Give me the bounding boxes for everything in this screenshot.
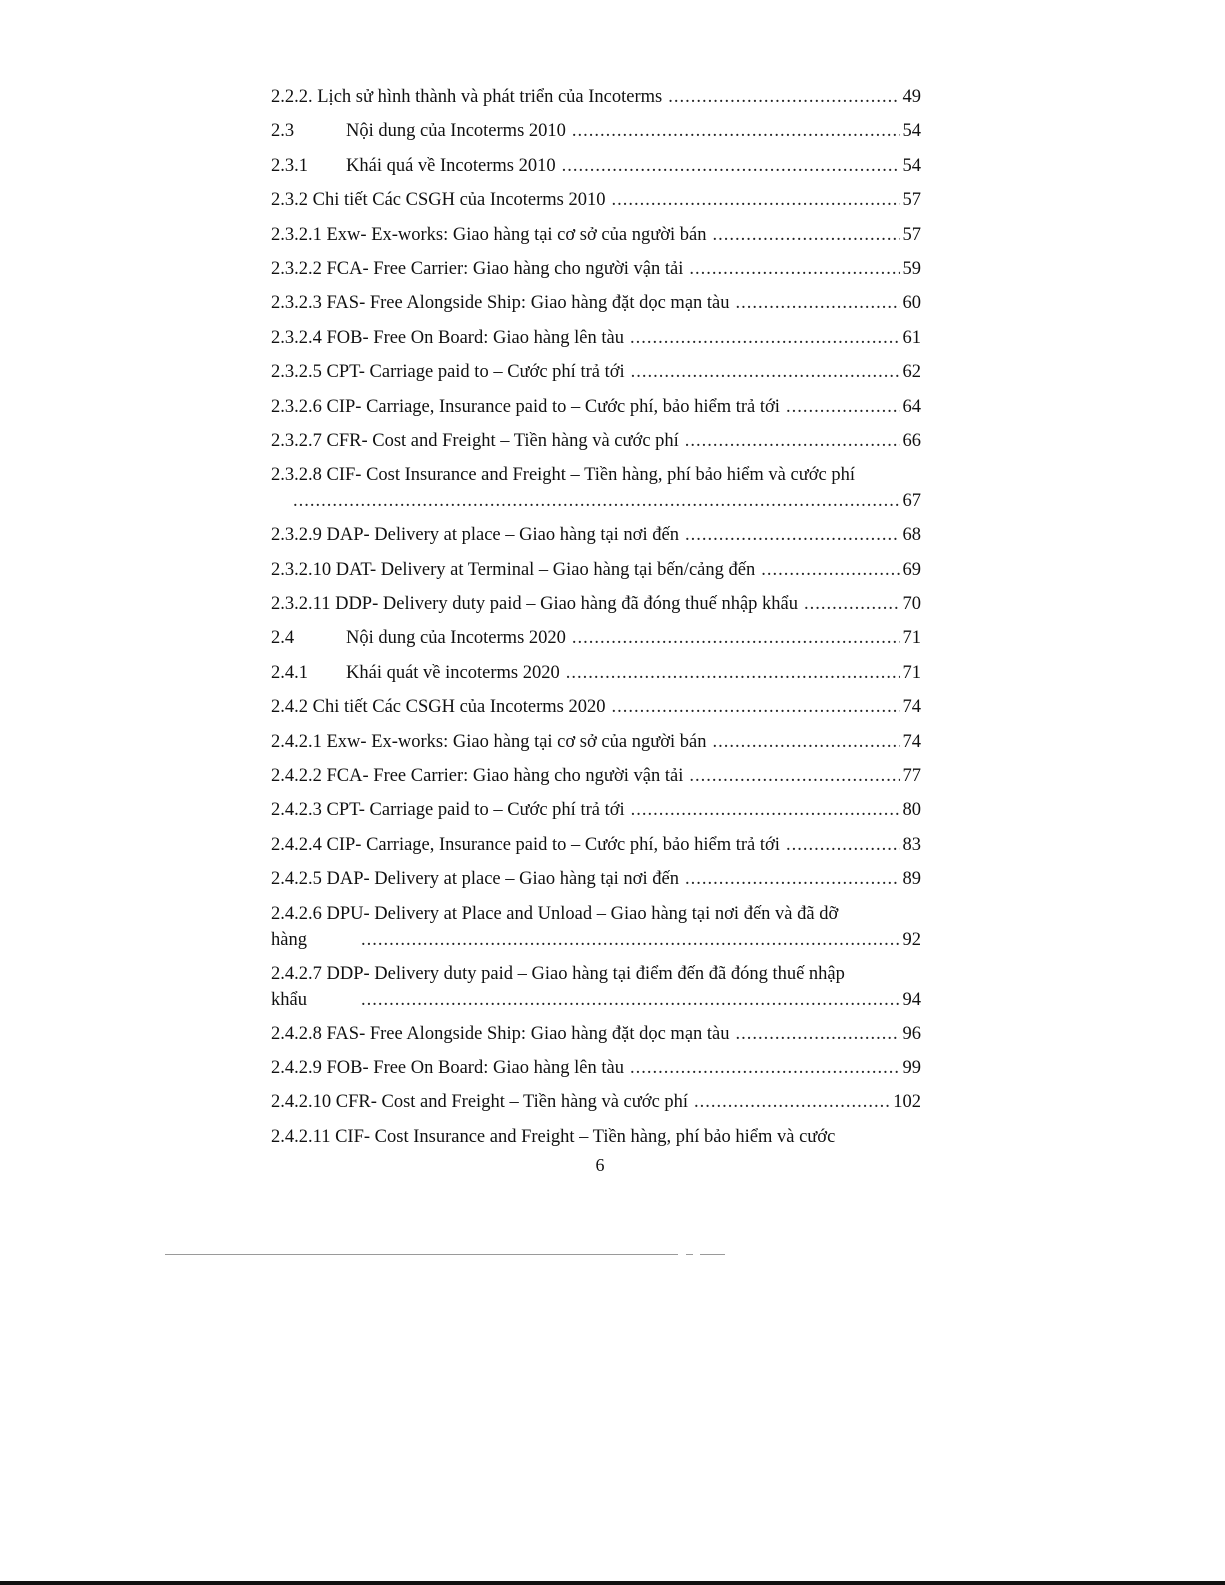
toc-page-number: 64: [902, 396, 921, 417]
toc-page-number: 99: [902, 1057, 921, 1078]
toc-entry-2-4-2-5[interactable]: [271, 866, 921, 900]
toc-entry-2-3[interactable]: [271, 118, 921, 152]
toc-entry-title: 2.3.2.3 FAS- Free Alongside Ship: Giao hàng đặt dọc mạn tàu: [271, 293, 730, 314]
toc-page-number: 74: [902, 731, 921, 752]
toc-entry-2-2-2[interactable]: [271, 84, 921, 118]
toc-entry-2-4-2-8[interactable]: [271, 1021, 921, 1055]
toc-entry-2-4[interactable]: [271, 625, 921, 659]
toc-page-number: 67: [902, 491, 921, 512]
toc-entry-title: 2.4.1 Khái quát về incoterms 2020: [271, 662, 560, 683]
toc-entry-title: 2.3.1 Khái quá về Incoterms 2010: [271, 155, 556, 176]
toc-entry-title: 2.3.2.1 Exw- Ex-works: Giao hàng tại cơ sở của người bán: [271, 224, 707, 245]
toc-page-number: 70: [902, 594, 921, 615]
toc-page-number: 83: [902, 834, 921, 855]
toc-entry-title: 2.4.2.5 DAP- Delivery at place – Giao hàng tại nơi đến: [271, 869, 679, 890]
dot-leader: [630, 325, 900, 351]
toc-entry-2-3-2-8[interactable]: [271, 462, 921, 522]
dot-leader: [786, 394, 900, 420]
toc-entry-2-3-2-3[interactable]: [271, 290, 921, 324]
toc-entry-title-continuation: hàng: [271, 929, 307, 950]
toc-entry-title: 2.3.2 Chi tiết Các CSGH của Incoterms 2010: [271, 190, 606, 211]
toc-entry-2-3-2-5[interactable]: [271, 359, 921, 393]
toc-entry-title: 2.4.2.10 CFR- Cost and Freight – Tiền hàng và cước phí: [271, 1092, 689, 1113]
toc-page-number: 80: [902, 800, 921, 821]
toc-entry-title: 2.3 Nội dung của Incoterms 2010: [271, 121, 566, 142]
dot-leader: [713, 729, 900, 755]
toc-page-number: 54: [902, 121, 921, 142]
dot-leader: [685, 522, 900, 548]
dot-leader: [612, 694, 900, 720]
table-of-contents: [271, 84, 921, 1150]
toc-entry-title: 2.3.2.11 DDP- Delivery duty paid – Giao hàng đã đóng thuế nhập khẩu: [271, 594, 798, 615]
toc-entry-title: 2.4.2.11 CIF- Cost Insurance and Freight – Tiền hàng, phí bảo hiểm và cước: [271, 1126, 836, 1147]
toc-page-number: 54: [902, 155, 921, 176]
toc-entry-2-3-2-1[interactable]: [271, 222, 921, 256]
toc-page-number: 92: [902, 929, 921, 950]
toc-entry-title: 2.3.2.2 FCA- Free Carrier: Giao hàng cho người vận tải: [271, 258, 684, 279]
toc-entry-title: 2.4.2.9 FOB- Free On Board: Giao hàng lên tàu: [271, 1057, 624, 1078]
dot-leader: [572, 118, 900, 144]
toc-entry-title: 2.4.2 Chi tiết Các CSGH của Incoterms 2020: [271, 697, 606, 718]
toc-entry-title: 2.4.2.2 FCA- Free Carrier: Giao hàng cho người vận tải: [271, 766, 684, 787]
dot-leader: [566, 660, 900, 686]
toc-entry-title: 2.3.2.7 CFR- Cost and Freight – Tiền hàng và cước phí: [271, 430, 679, 451]
toc-entry-title: 2.3.2.8 CIF- Cost Insurance and Freight – Tiền hàng, phí bảo hiểm và cước phí: [271, 465, 855, 486]
toc-page-number: 61: [902, 327, 921, 348]
toc-page-number: 77: [902, 766, 921, 787]
toc-entry-2-4-2-7[interactable]: [271, 961, 921, 1021]
toc-entry-2-4-2-11[interactable]: [271, 1124, 921, 1150]
dot-leader: [685, 428, 900, 454]
toc-entry-2-4-2-2[interactable]: [271, 763, 921, 797]
toc-entry-title: 2.4.2.1 Exw- Ex-works: Giao hàng tại cơ sở của người bán: [271, 731, 707, 752]
dot-leader: [361, 987, 900, 1013]
dot-leader: [630, 1055, 900, 1081]
dot-leader: [612, 187, 900, 213]
toc-page-number: 102: [893, 1092, 921, 1113]
toc-entry-2-4-2-9[interactable]: [271, 1055, 921, 1089]
toc-entry-2-4-2-10[interactable]: [271, 1089, 921, 1123]
toc-page-number: 94: [902, 989, 921, 1010]
dot-leader: [685, 866, 900, 892]
dot-leader: [361, 927, 900, 953]
toc-page-number: 74: [902, 697, 921, 718]
dot-leader: [694, 1089, 890, 1115]
dot-leader: [804, 591, 900, 617]
dot-leader: [293, 488, 900, 514]
toc-page-number: 59: [902, 258, 921, 279]
toc-entry-2-3-1[interactable]: [271, 153, 921, 187]
toc-page-number: 66: [902, 430, 921, 451]
bottom-edge-rule: [0, 1581, 1225, 1585]
toc-entry-title-continuation: khẩu: [271, 989, 307, 1010]
dot-leader: [668, 84, 899, 110]
toc-entry-title: 2.4 Nội dung của Incoterms 2020: [271, 628, 566, 649]
toc-entry-2-3-2-9[interactable]: [271, 522, 921, 556]
dot-leader: [736, 1021, 900, 1047]
dot-leader: [631, 797, 900, 823]
toc-entry-title: 2.4.2.6 DPU- Delivery at Place and Unload – Giao hàng tại nơi đến và đã dỡ: [271, 903, 839, 924]
dot-leader: [631, 359, 900, 385]
toc-entry-2-4-2[interactable]: [271, 694, 921, 728]
dot-leader: [689, 256, 899, 282]
toc-entry-2-3-2-11[interactable]: [271, 591, 921, 625]
toc-entry-title: 2.4.2.8 FAS- Free Alongside Ship: Giao hàng đặt dọc mạn tàu: [271, 1023, 730, 1044]
toc-page-number: 49: [902, 87, 921, 107]
toc-page-number: 96: [902, 1023, 921, 1044]
toc-entry-title: 2.4.2.3 CPT- Carriage paid to – Cước phí trả tới: [271, 800, 625, 821]
dot-leader: [572, 625, 900, 651]
toc-entry-2-4-2-3[interactable]: [271, 797, 921, 831]
toc-page-number: 69: [902, 559, 921, 580]
toc-entry-2-3-2-7[interactable]: [271, 428, 921, 462]
toc-entry-title: 2.2.2. Lịch sử hình thành và phát triển của Incoterms: [271, 87, 663, 107]
toc-entry-2-3-2-4[interactable]: [271, 325, 921, 359]
toc-page-number: 71: [902, 628, 921, 649]
footer-divider: [165, 1254, 725, 1255]
toc-entry-title: 2.4.2.7 DDP- Delivery duty paid – Giao hàng tại điểm đến đã đóng thuế nhập: [271, 963, 845, 984]
toc-entry-2-3-2-2[interactable]: [271, 256, 921, 290]
page-number: 6: [595, 1155, 605, 1175]
dot-leader: [713, 222, 900, 248]
toc-page-number: 60: [902, 293, 921, 314]
toc-page-number: 71: [902, 662, 921, 683]
toc-page-number: 57: [902, 224, 921, 245]
toc-entry-2-4-2-6[interactable]: [271, 901, 921, 961]
toc-entry-2-3-2-6[interactable]: [271, 394, 921, 428]
dot-leader: [786, 832, 900, 858]
toc-entry-2-3-2[interactable]: [271, 187, 921, 221]
dot-leader: [761, 557, 899, 583]
toc-page-number: 68: [902, 525, 921, 546]
toc-entry-2-4-1[interactable]: [271, 660, 921, 694]
toc-entry-title: 2.3.2.5 CPT- Carriage paid to – Cước phí trả tới: [271, 362, 625, 383]
toc-entry-title: 2.4.2.4 CIP- Carriage, Insurance paid to – Cước phí, bảo hiểm trả tới: [271, 834, 780, 855]
toc-page-number: 57: [902, 190, 921, 211]
dot-leader: [736, 290, 900, 316]
toc-entry-2-4-2-4[interactable]: [271, 832, 921, 866]
toc-entry-title: 2.3.2.9 DAP- Delivery at place – Giao hàng tại nơi đến: [271, 525, 679, 546]
dot-leader: [562, 153, 900, 179]
toc-entry-2-3-2-10[interactable]: [271, 557, 921, 591]
toc-entry-title: 2.3.2.4 FOB- Free On Board: Giao hàng lên tàu: [271, 327, 624, 348]
dot-leader: [689, 763, 899, 789]
toc-entry-title: 2.3.2.6 CIP- Carriage, Insurance paid to – Cước phí, bảo hiểm trả tới: [271, 396, 780, 417]
toc-entry-2-4-2-1[interactable]: [271, 729, 921, 763]
toc-page-number: 62: [902, 362, 921, 383]
toc-entry-title: 2.3.2.10 DAT- Delivery at Terminal – Giao hàng tại bến/cảng đến: [271, 559, 756, 580]
toc-page-number: 89: [902, 869, 921, 890]
